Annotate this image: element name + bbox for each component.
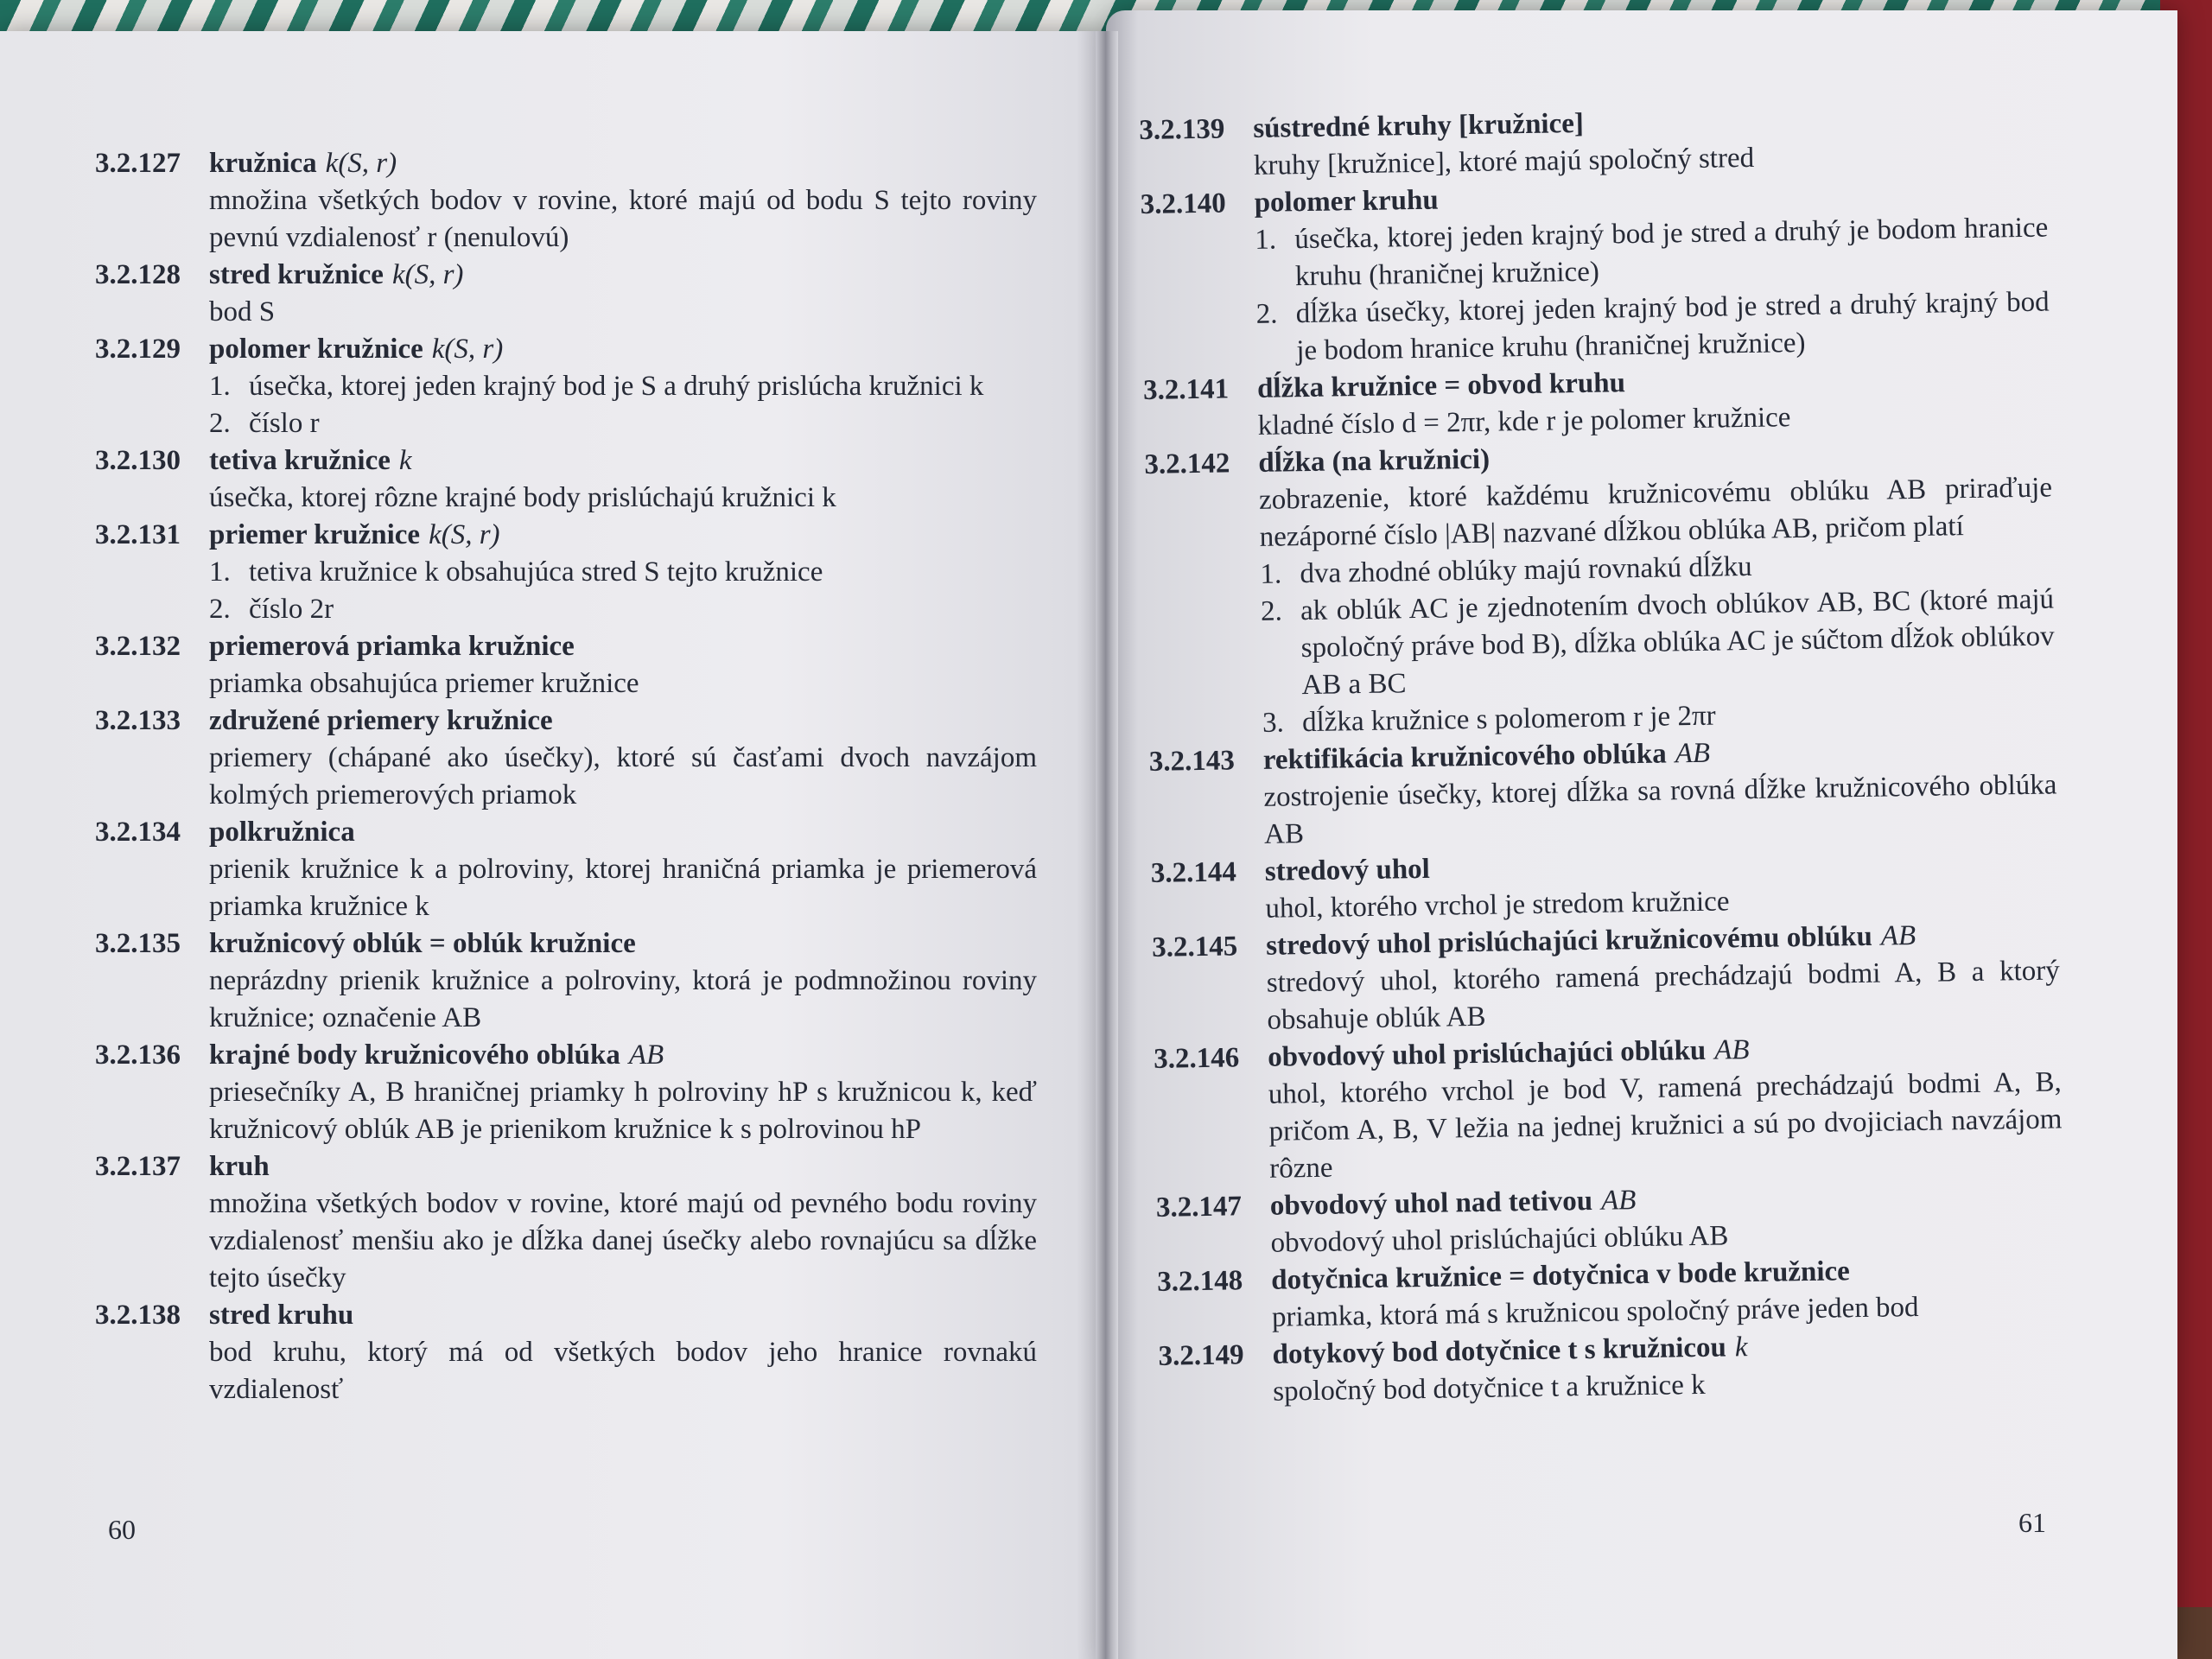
entry-term-argument: AB: [1880, 919, 1916, 952]
glossary-entry: [95, 702, 1037, 814]
entry-term: [209, 925, 636, 963]
glossary-entry: [1156, 1175, 2064, 1263]
entry-number: 3.2.136: [95, 1039, 181, 1071]
entry-term: [209, 145, 397, 182]
glossary-entry: [1151, 841, 2059, 929]
entry-definition: prienik kružnice k a polroviny, ktorej hraničná priamka je priemerová priamka kružnice k: [209, 854, 1037, 922]
glossary-entry: [1154, 1027, 2063, 1189]
entry-definition: neprázdny prienik kružnice a polroviny, ktorá je podmnožinou roviny kružnice; označenie AB: [209, 965, 1037, 1033]
entry-definition: množina všetkých bodov v rovine, ktoré majú od pevného bodu roviny vzdialenosť menšiu ako je dĺžka danej úsečky alebo rovnajúcu sa dĺžke tejto úsečky: [209, 1188, 1037, 1294]
definition-list-item: [1141, 209, 2049, 297]
list-item-number: 1.: [1255, 224, 1277, 256]
right-page-text: [1139, 99, 2067, 1413]
entry-number: 3.2.128: [95, 259, 181, 290]
left-page-number: 60: [108, 1514, 136, 1545]
list-item-number: 1.: [209, 556, 231, 588]
entry-term-text: stredový uhol prislúchajúci kružnicovému oblúku: [1265, 920, 1873, 962]
entry-heading: [95, 925, 1037, 963]
entry-term-argument: k: [398, 445, 412, 476]
entry-term: [1257, 365, 1626, 408]
left-page-text: [95, 145, 1037, 1408]
entry-heading: [95, 628, 1037, 665]
list-item-text: dĺžka úsečky, ktorej jeden krajný bod je stred a druhý krajný bod je bodom hranice kruhu (hraničnej kružnice): [1295, 286, 2050, 367]
entry-term-text: kružnica: [209, 148, 317, 179]
entry-heading: [95, 517, 1037, 554]
entry-number: 3.2.143: [1148, 745, 1236, 778]
entry-definition: uhol, ktorého vrchol je stredom kružnice: [1265, 886, 1730, 925]
entry-heading: [95, 1148, 1037, 1185]
entry-number: 3.2.140: [1140, 188, 1226, 220]
entry-heading: [95, 145, 1037, 182]
entry-term: [209, 331, 503, 368]
glossary-entry: [1152, 915, 2061, 1040]
entry-definition: bod S: [209, 296, 276, 327]
list-item-number: 1.: [209, 371, 231, 402]
entry-number: 3.2.142: [1144, 448, 1230, 480]
entry-term: [209, 1297, 353, 1334]
list-item-text: úsečka, ktorej jeden krajný bod je stred a druhý je bodom hranice kruhu (hraničnej kružnice): [1294, 212, 2049, 293]
entry-number: 3.2.132: [95, 631, 181, 662]
definition-list-item: [95, 405, 1037, 442]
list-item-text: dva zhodné oblúky majú rovnakú dĺžku: [1300, 550, 1752, 590]
entry-heading: [95, 1297, 1037, 1334]
entry-term: [209, 628, 575, 665]
list-item-text: úsečka, ktorej jeden krajný bod je S a druhý prislúcha kružnici k: [249, 371, 984, 402]
entry-definition: zobrazenie, ktoré každému kružnicovému oblúku AB priraďuje nezáporné číslo |AB| nazvané dĺžkou oblúka AB, pričom platí: [1258, 472, 2053, 553]
entry-definition: priamka, ktorá má s kružnicou spoločný práve jeden bod: [1271, 1291, 1919, 1333]
glossary-entry: [95, 1297, 1037, 1408]
entry-term-text: dĺžka kružnice = obvod kruhu: [1256, 367, 1626, 404]
list-item-number: 2.: [1255, 298, 1278, 330]
glossary-entry: [95, 145, 1037, 257]
entry-term-text: stred kruhu: [209, 1300, 354, 1331]
entry-number: 3.2.137: [95, 1151, 181, 1182]
entry-term-text: obvodový uhol nad tetivou: [1269, 1185, 1593, 1222]
glossary-entry: [95, 257, 1037, 331]
entry-number: 3.2.130: [95, 445, 181, 476]
entry-term-text: tetiva kružnice: [209, 445, 391, 476]
entry-heading: [95, 702, 1037, 740]
entry-term: [1270, 1182, 1637, 1225]
entry-term: [1258, 442, 1490, 482]
entry-term-argument: AB: [1600, 1185, 1637, 1217]
entry-term-argument: k(S, r): [391, 259, 464, 290]
entry-number: 3.2.127: [95, 148, 181, 179]
entry-definition: kruhy [kružnice], ktoré majú spoločný stred: [1253, 142, 1755, 181]
entry-definition: priemery (chápané ako úsečky), ktoré sú časťami dvoch navzájom kolmých priemerových priamok: [209, 742, 1037, 810]
entry-number: 3.2.135: [95, 928, 181, 959]
entry-definition: uhol, ktorého vrchol je bod V, ramená prechádzajú bodmi A, B, pričom A, B, V ležia na jednej kružnici a sú po dvojiciach navzájom rôzne: [1268, 1066, 2063, 1185]
entry-term-text: kruh: [209, 1151, 270, 1182]
right-page-number: 61: [2018, 1507, 2046, 1538]
glossary-entry: [95, 814, 1037, 925]
entry-definition: zostrojenie úsečky, ktorej dĺžka sa rovná dĺžke kružnicového oblúka AB: [1263, 769, 2057, 850]
entry-term-text: sústredné kruhy [kružnice]: [1253, 107, 1585, 144]
entry-number: 3.2.133: [95, 705, 181, 736]
definition-list-item: [95, 554, 1037, 591]
entry-number: 3.2.145: [1151, 931, 1238, 963]
entry-term: [1254, 182, 1439, 222]
entry-number: 3.2.134: [95, 817, 181, 848]
entry-term-text: dotyčnica kružnice = dotyčnica v bode kružnice: [1270, 1255, 1851, 1296]
entry-number: 3.2.131: [95, 519, 181, 550]
list-item-number: 1.: [1260, 558, 1282, 590]
definition-list-item: [95, 368, 1037, 405]
entry-term-text: krajné body kružnicového oblúka: [209, 1039, 620, 1071]
entry-term-argument: k(S, r): [429, 519, 500, 550]
definition-list-item: [1147, 581, 2056, 706]
entry-definition: kladné číslo d = 2πr, kde r je polomer kružnice: [1257, 402, 1791, 442]
entry-term-text: polkružnica: [209, 817, 355, 848]
glossary-entry: [95, 1037, 1037, 1148]
entry-term-text: polomer kružnice: [209, 334, 423, 365]
entry-term: [1253, 105, 1584, 148]
list-item-number: 2.: [1260, 595, 1283, 627]
entry-number: 3.2.138: [95, 1300, 181, 1331]
entry-definition: priesečníky A, B hraničnej priamky h polroviny hP s kružnicou k, keď kružnicový oblúk AB je prienikom kružnice k s polrovinou hP: [209, 1077, 1037, 1145]
entry-heading: [95, 257, 1037, 294]
entry-number: 3.2.148: [1156, 1265, 1243, 1298]
entry-definition: spoločný bod dotyčnice t a kružnice k: [1272, 1369, 1706, 1408]
glossary-entry: [1139, 99, 2047, 187]
entry-term-argument: AB: [1713, 1034, 1750, 1066]
entry-term: [1264, 851, 1430, 891]
entry-term-text: dĺžka (na kružnici): [1258, 443, 1491, 479]
entry-term-text: združené priemery kružnice: [209, 705, 553, 736]
entry-term-text: kružnicový oblúk = oblúk kružnice: [209, 928, 636, 959]
entry-term-text: rektifikácia kružnicového oblúka: [1262, 738, 1667, 776]
entry-number: 3.2.144: [1150, 856, 1237, 889]
glossary-entry: [95, 331, 1037, 442]
entry-term: [209, 257, 463, 294]
glossary-entry: [95, 517, 1037, 628]
definition-list-item: [1141, 283, 2050, 372]
list-item-number: 3.: [1262, 707, 1285, 739]
entry-term: [209, 702, 553, 740]
entry-term: [209, 814, 355, 851]
entry-term: [209, 442, 412, 480]
glossary-entry: [1158, 1324, 2066, 1412]
list-item-text: dĺžka kružnice s polomerom r je 2πr: [1301, 700, 1716, 739]
list-item-text: číslo 2r: [249, 594, 334, 625]
entry-term-argument: AB: [628, 1039, 664, 1071]
entry-term-text: stred kružnice: [209, 259, 384, 290]
definition-list-item: [95, 591, 1037, 628]
entry-term-text: priemerová priamka kružnice: [209, 631, 575, 662]
glossary-entry: [95, 442, 1037, 517]
entry-number: 3.2.147: [1155, 1191, 1243, 1224]
glossary-entry: [95, 1148, 1037, 1297]
glossary-entry: [1143, 358, 2051, 446]
entry-term-text: dotykový bod dotyčnice t s kružnicou: [1272, 1332, 1727, 1370]
list-item-text: tetiva kružnice k obsahujúca stred S tejto kružnice: [249, 556, 823, 588]
glossary-entry: [1148, 729, 2057, 855]
entry-term: [209, 517, 500, 554]
entry-number: 3.2.149: [1158, 1339, 1244, 1372]
entry-term-text: polomer kruhu: [1254, 184, 1439, 219]
entry-number: 3.2.139: [1139, 113, 1225, 146]
entry-term-argument: k: [1734, 1332, 1748, 1363]
entry-definition: obvodový uhol prislúchajúci oblúku AB: [1270, 1220, 1729, 1259]
glossary-entry: [1157, 1249, 2065, 1338]
entry-definition: úsečka, ktorej rôzne krajné body prislúchajú kružnici k: [209, 482, 836, 513]
entry-term-text: obvodový uhol prislúchajúci oblúku: [1267, 1034, 1707, 1073]
list-item-text: ak oblúk AC je zjednotením dvoch oblúkov AB, BC (ktoré majú spoločný práve bod B), dĺžka oblúka AC je súčtom dĺžok oblúkov AB a BC: [1300, 583, 2055, 702]
list-item-number: 2.: [209, 594, 231, 625]
list-item-number: 2.: [209, 408, 231, 439]
entry-definition: množina všetkých bodov v rovine, ktoré majú od bodu S tejto roviny pevnú vzdialenosť r (nenulovú): [209, 185, 1037, 253]
entry-term-text: stredový uhol: [1264, 853, 1431, 887]
entry-heading: [95, 331, 1037, 368]
entry-term-text: priemer kružnice: [209, 519, 421, 550]
entry-definition: stredový uhol, ktorého ramená prechádzajú bodmi A, B a ktorý obsahuje oblúk AB: [1266, 955, 2061, 1036]
entry-term-argument: AB: [1675, 737, 1711, 770]
glossary-entry: [95, 628, 1037, 702]
entry-number: 3.2.146: [1153, 1042, 1240, 1075]
glossary-entry: [1144, 432, 2056, 743]
entry-heading: [95, 442, 1037, 480]
entry-heading: [95, 814, 1037, 851]
glossary-entry: [1140, 172, 2050, 372]
glossary-entry: [95, 925, 1037, 1037]
entry-term-argument: k(S, r): [325, 148, 397, 179]
entry-term: [209, 1037, 664, 1074]
entry-definition: priamka obsahujúca priemer kružnice: [209, 668, 639, 699]
entry-term-argument: k(S, r): [431, 334, 504, 365]
entry-number: 3.2.129: [95, 334, 181, 365]
entry-definition: bod kruhu, ktorý má od všetkých bodov jeho hranice rovnakú vzdialenosť: [209, 1337, 1037, 1405]
list-item-text: číslo r: [249, 408, 320, 439]
entry-heading: [95, 1037, 1037, 1074]
book-spine: [1096, 31, 1118, 1659]
entry-number: 3.2.141: [1142, 373, 1230, 406]
entry-term: [209, 1148, 270, 1185]
